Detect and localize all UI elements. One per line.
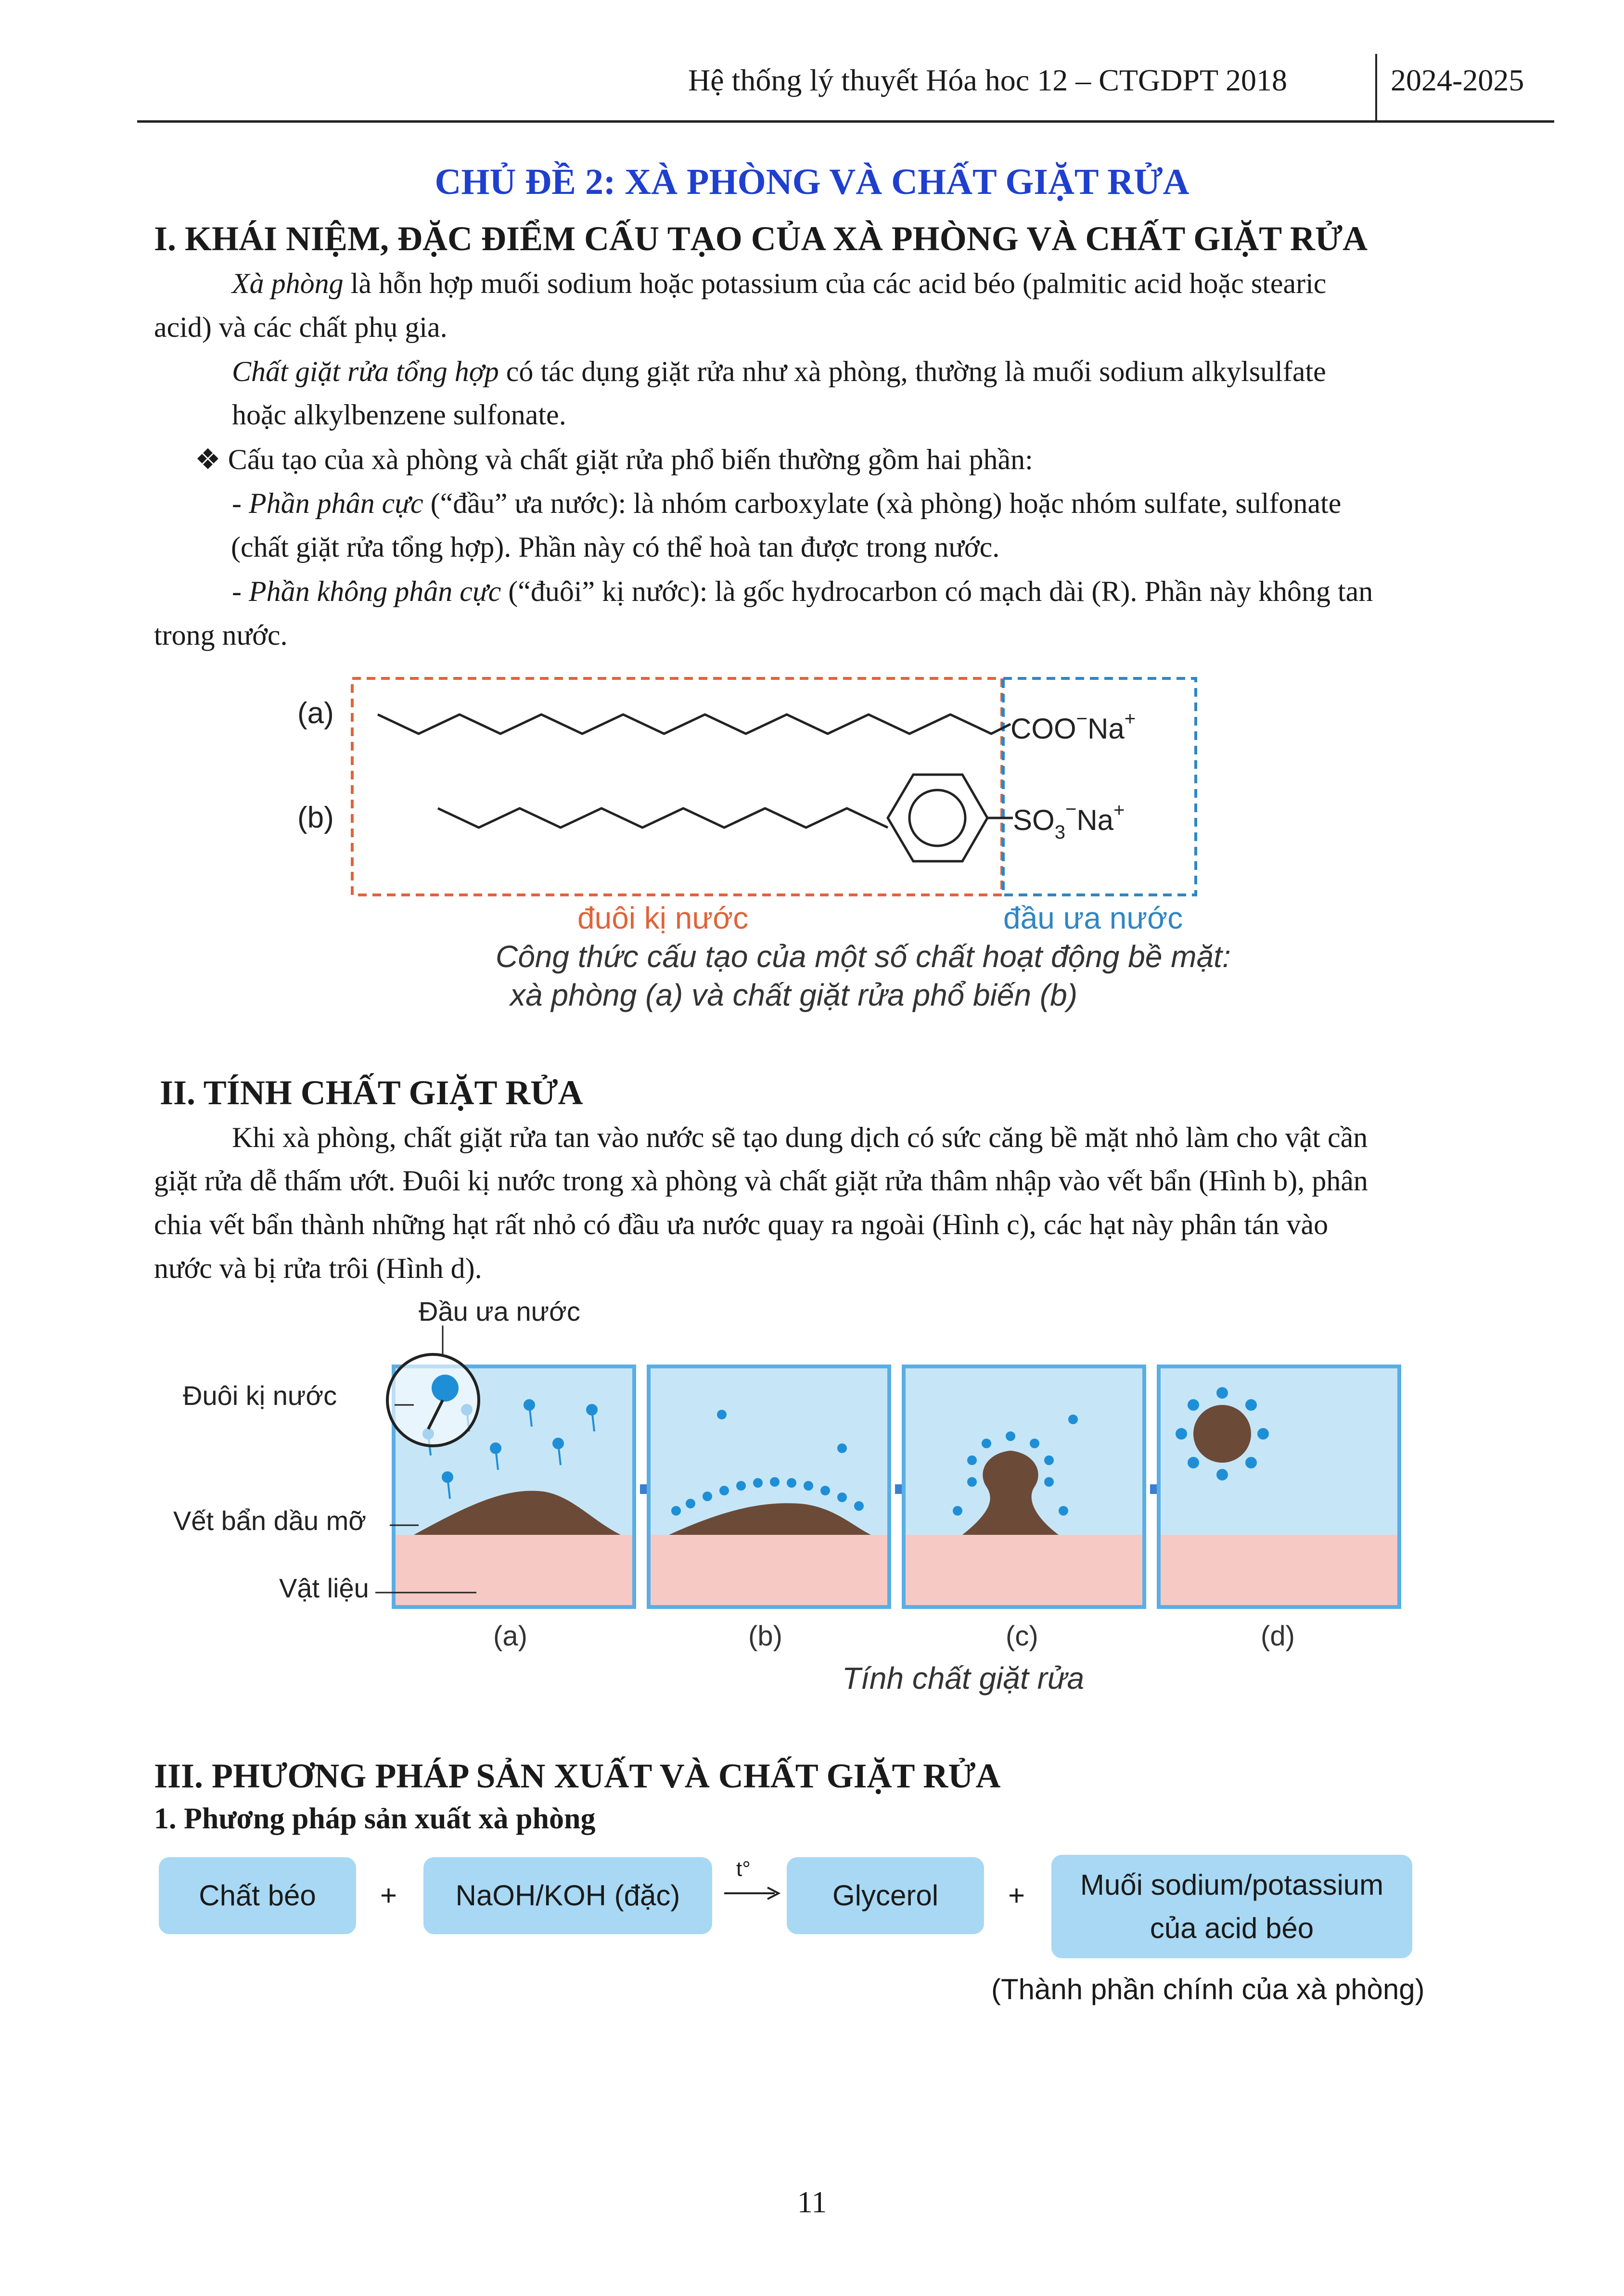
flow-note: (Thành phần chính của xà phòng) [991,1973,1425,2005]
section1-bullet [195,443,1033,476]
figure1-caption-line2: xà phòng (a) và chất giặt rửa phổ biến (b) [510,978,1078,1012]
panel-label-c: (c) [1006,1620,1038,1652]
sulfonate-group: $SO_3^-Na^+$ [1013,799,1125,843]
flow-box-glycerol: Glycerol [787,1857,984,1934]
flow-box-salt [1051,1855,1412,1958]
nonpolar-dash: - [232,575,249,607]
section3-sub1: 1. Phương pháp sản xuất xà phòng [154,1802,596,1835]
panel-label-d: (d) [1261,1620,1295,1652]
nonpolar-line2: trong nước. [154,619,288,651]
tail-label: đuôi kị nước [577,901,749,935]
salt-line1: Muối sodium/potassium [1080,1868,1384,1901]
polar-dash: - [232,487,249,519]
figure2-caption: Tính chất giặt rửa [842,1661,1085,1696]
flow-plus-1: + [380,1879,397,1912]
bullet-text: Cấu tạo của xà phòng và chất giặt rửa phổ biến thường gồm hai phần: [228,444,1033,475]
section3-title: III. PHƯƠNG PHÁP SẢN XUẤT VÀ CHẤT GIẶT RỬA [154,1757,1001,1795]
flow-box-base: NaOH/KOH (đặc) [423,1857,712,1934]
header-year: 2024-2025 [1391,63,1524,97]
flow-condition: t° [736,1857,751,1881]
p2-text: có tác dụng giặt rửa như xà phòng, thường là muối sodium alkylsulfate [499,356,1326,387]
label-material: Vật liệu [279,1573,369,1603]
panel-label-a: (a) [493,1620,527,1652]
head-box [1003,678,1196,895]
section1-p2-line1 [232,355,1326,388]
polar-line1 [232,487,1341,520]
nonpolar-line1 [232,575,1373,608]
detergent-figure [159,1289,1458,1708]
surfactant-head-icon [432,1375,459,1402]
section1-p2-line2: hoặc alkylbenzene sulfonate. [232,399,566,431]
label-dirt: Vết bẩn dầu mỡ [173,1505,366,1536]
figure1-caption-line1: Công thức cấu tạo của một số chất hoạt động bề mặt: [496,939,1231,974]
chain-a [378,714,1010,734]
page-number: 11 [797,2185,827,2219]
header-title: Hệ thống lý thuyết Hóa hoc 12 – CTGDPT 2018 [688,63,1287,97]
term-soap: Xà phòng [232,268,344,299]
section1-title: I. KHÁI NIỆM, ĐẶC ĐIỂM CẤU TẠO CỦA XÀ PHÒNG VÀ CHẤT GIẶT RỬA [154,219,1368,258]
header-rule [137,120,1554,123]
label-b: (b) [297,801,334,834]
benzene-ring [888,775,987,861]
p1-text: là hỗn hợp muối sodium hoặc potassium của các acid béo (palmitic acid hoặc stearic [343,268,1327,299]
section2-line3: chia vết bẩn thành những hạt rất nhỏ có đầu ưa nước quay ra ngoài (Hình c), các hạt này phân tán vào [154,1209,1329,1240]
topic-title: CHỦ ĐỀ 2: XÀ PHÒNG VÀ CHẤT GIẶT RỬA [435,162,1189,202]
panel-label-b: (b) [748,1620,782,1652]
section1-p1-line2: acid) và các chất phụ gia. [154,311,448,343]
header-divider [1375,54,1377,121]
panel-d [1159,1366,1399,1607]
label-a: (a) [297,697,334,730]
nonpolar-term: Phần không phân cực [248,575,501,607]
polar-line2: (chất giặt rửa tổng hợp). Phần này có thể hoà tan được trong nước. [231,531,1000,563]
term-detergent: Chất giặt rửa tổng hợp [232,356,499,387]
salt-line2: của acid béo [1150,1912,1314,1944]
diamond-bullet-icon: ❖ [195,444,221,475]
carboxylate-group: COO−Na+ [1010,708,1136,745]
label-tail: Đuôi kị nước [183,1380,337,1411]
section2-title: II. TÍNH CHẤT GIẶT RỬA [160,1073,583,1112]
magnifier-icon [387,1354,479,1446]
polar-text: (“đầu” ưa nước): là nhóm carboxylate (xà phòng) hoặc nhóm sulfate, sulfonate [423,487,1342,519]
head-label: đầu ưa nước [1003,901,1183,935]
chain-b [438,808,888,828]
section2-line1: Khi xà phòng, chất giặt rửa tan vào nước sẽ tạo dung dịch có sức căng bề mặt nhỏ làm cho vật cần [232,1122,1368,1153]
section2-line4: nước và bị rửa trôi (Hình d). [154,1252,482,1284]
flow-box-fat: Chất béo [159,1857,356,1934]
panel-b [649,1366,889,1607]
flow-plus-2: + [1008,1879,1025,1912]
polar-term: Phần phân cực [248,487,423,519]
label-head: Đầu ưa nước [419,1296,580,1327]
section1-p1-line1 [232,267,1326,300]
panel-c [904,1366,1144,1607]
reaction-arrow-icon [722,1884,784,1903]
tail-box [352,678,1002,895]
section2-line2: giặt rửa dễ thấm ướt. Đuôi kị nước trong xà phòng và chất giặt rửa thâm nhập vào vết bẩn (Hình b), phân [154,1165,1368,1197]
nonpolar-text: (“đuôi” kị nước): là gốc hydrocarbon có mạch dài (R). Phần này không tan [501,575,1373,607]
structure-figure [269,659,1280,1020]
